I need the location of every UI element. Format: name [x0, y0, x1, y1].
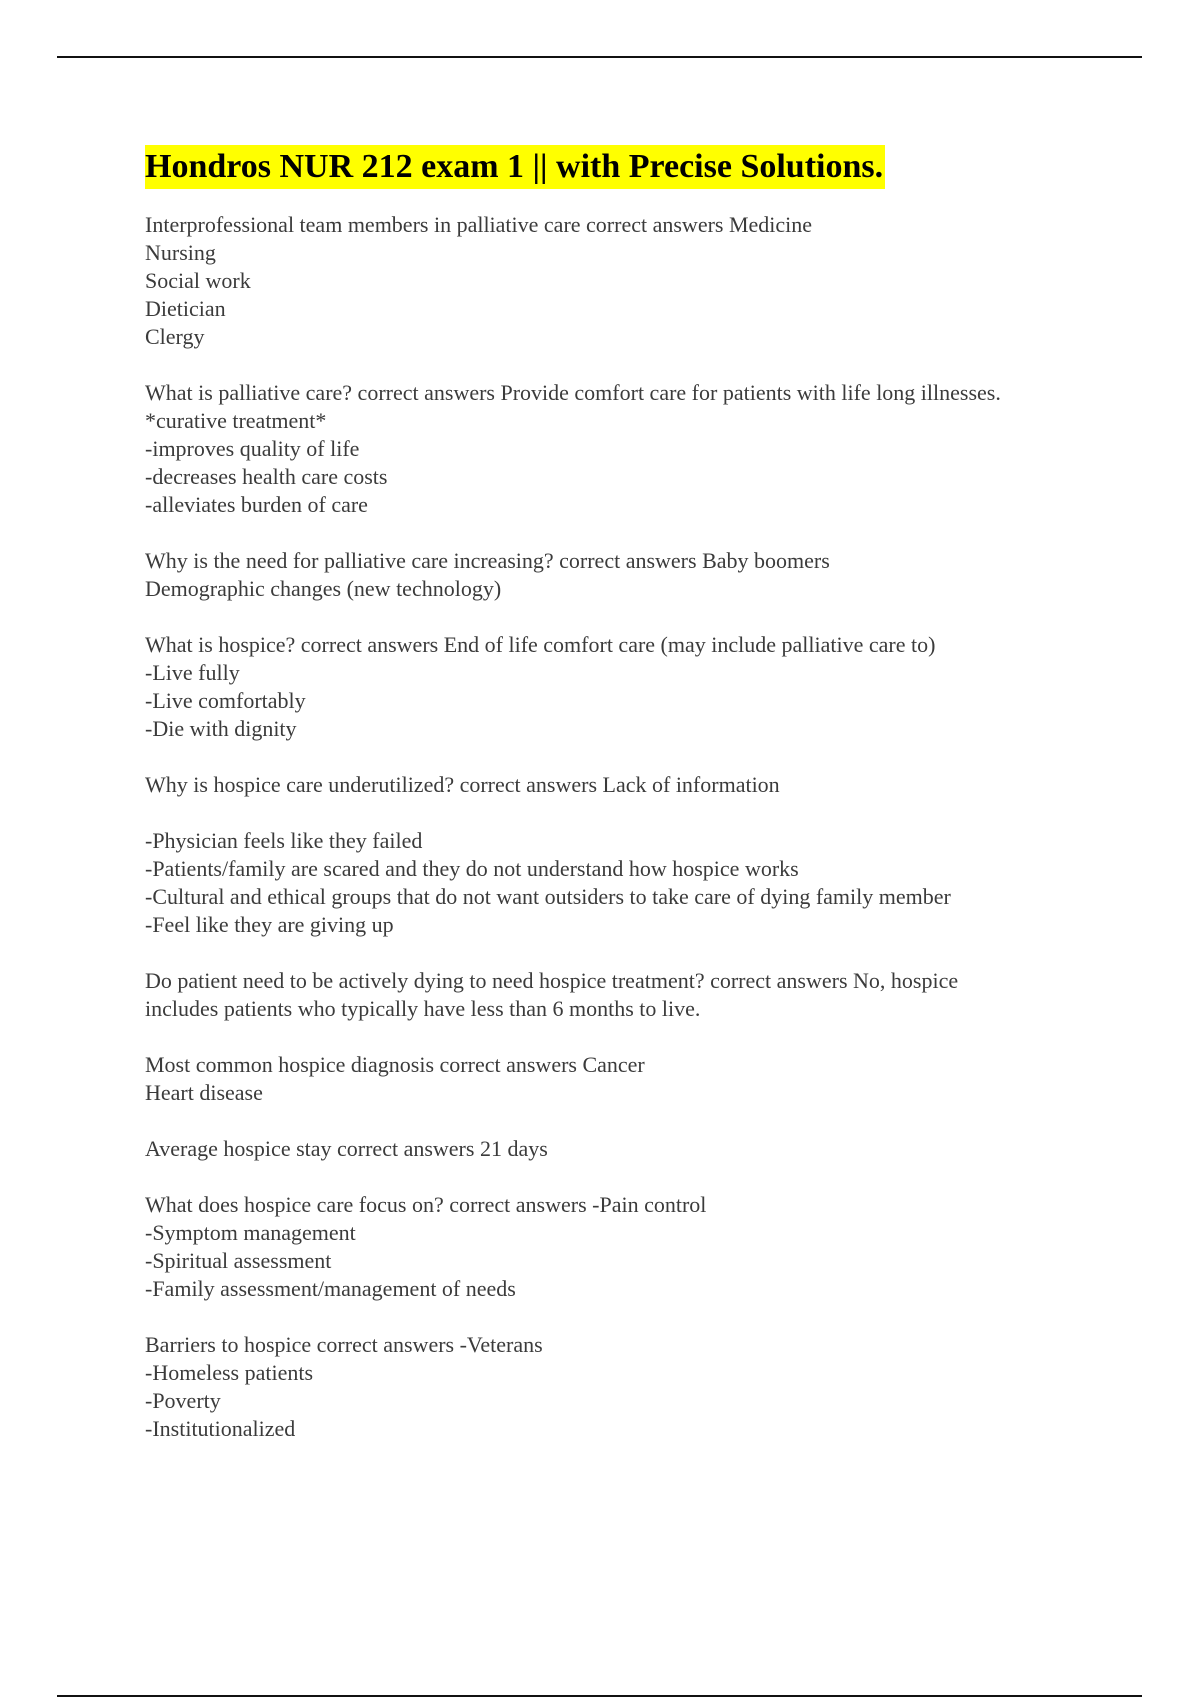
- qa-line: -decreases health care costs: [145, 464, 388, 489]
- qa-item-palliative-care: [145, 379, 1105, 519]
- qa-line: Barriers to hospice correct answers -Veterans: [145, 1332, 543, 1357]
- qa-line: -Spiritual assessment: [145, 1248, 332, 1273]
- qa-line: Demographic changes (new technology): [145, 576, 502, 601]
- qa-line: Most common hospice diagnosis correct answers Cancer: [145, 1052, 645, 1077]
- qa-line: Interprofessional team members in palliative care correct answers Medicine: [145, 212, 813, 237]
- qa-line: -Symptom management: [145, 1220, 356, 1245]
- qa-line: -improves quality of life: [145, 436, 360, 461]
- qa-item-hospice-focus: [145, 1191, 1105, 1303]
- qa-line: -Live fully: [145, 660, 240, 685]
- qa-item-team-members: [145, 211, 1105, 351]
- qa-line: includes patients who typically have less than 6 months to live.: [145, 996, 701, 1021]
- qa-line: -Cultural and ethical groups that do not want outsiders to take care of dying family member: [145, 884, 951, 909]
- qa-line: Social work: [145, 268, 251, 293]
- qa-list: [145, 211, 1105, 1443]
- qa-line: -Homeless patients: [145, 1360, 314, 1385]
- qa-line: -Live comfortably: [145, 688, 306, 713]
- qa-line: Average hospice stay correct answers 21 days: [145, 1136, 548, 1161]
- qa-line: Nursing: [145, 240, 216, 265]
- qa-line: -Physician feels like they failed: [145, 828, 423, 853]
- qa-line: What is palliative care? correct answers Provide comfort care for patients with life long illnesses.: [145, 380, 1001, 405]
- qa-line: -Institutionalized: [145, 1416, 296, 1441]
- header-rule: [57, 56, 1142, 58]
- qa-line: Why is the need for palliative care increasing? correct answers Baby boomers: [145, 548, 830, 573]
- qa-line: Dietician: [145, 296, 226, 321]
- qa-line: -alleviates burden of care: [145, 492, 368, 517]
- qa-item-actively-dying: [145, 967, 1105, 1023]
- qa-line: Do patient need to be actively dying to need hospice treatment? correct answers No, hospice: [145, 968, 959, 993]
- qa-item-common-diagnosis: [145, 1051, 1105, 1107]
- qa-item-what-is-hospice: [145, 631, 1105, 743]
- qa-item-barriers: [145, 1331, 1105, 1443]
- qa-line: -Die with dignity: [145, 716, 297, 741]
- qa-line: -Family assessment/management of needs: [145, 1276, 516, 1301]
- qa-line: Why is hospice care underutilized? correct answers Lack of information: [145, 772, 780, 797]
- qa-line: Heart disease: [145, 1080, 263, 1105]
- qa-line: -Patients/family are scared and they do not understand how hospice works: [145, 856, 799, 881]
- qa-item-underutilized-reasons: [145, 827, 1105, 939]
- qa-item-underutilized: [145, 771, 1105, 799]
- qa-line: -Poverty: [145, 1388, 221, 1413]
- qa-item-average-stay: [145, 1135, 1105, 1163]
- qa-line: What does hospice care focus on? correct answers -Pain control: [145, 1192, 707, 1217]
- qa-line: -Feel like they are giving up: [145, 912, 394, 937]
- qa-item-need-increasing: [145, 547, 1105, 603]
- qa-line: *curative treatment*: [145, 408, 327, 433]
- qa-line: Clergy: [145, 324, 205, 349]
- document-body: [145, 145, 1105, 1471]
- footer-rule: [57, 1695, 1142, 1697]
- document-title: Hondros NUR 212 exam 1 || with Precise Solutions.: [145, 145, 885, 189]
- qa-line: What is hospice? correct answers End of life comfort care (may include palliative care to): [145, 632, 936, 657]
